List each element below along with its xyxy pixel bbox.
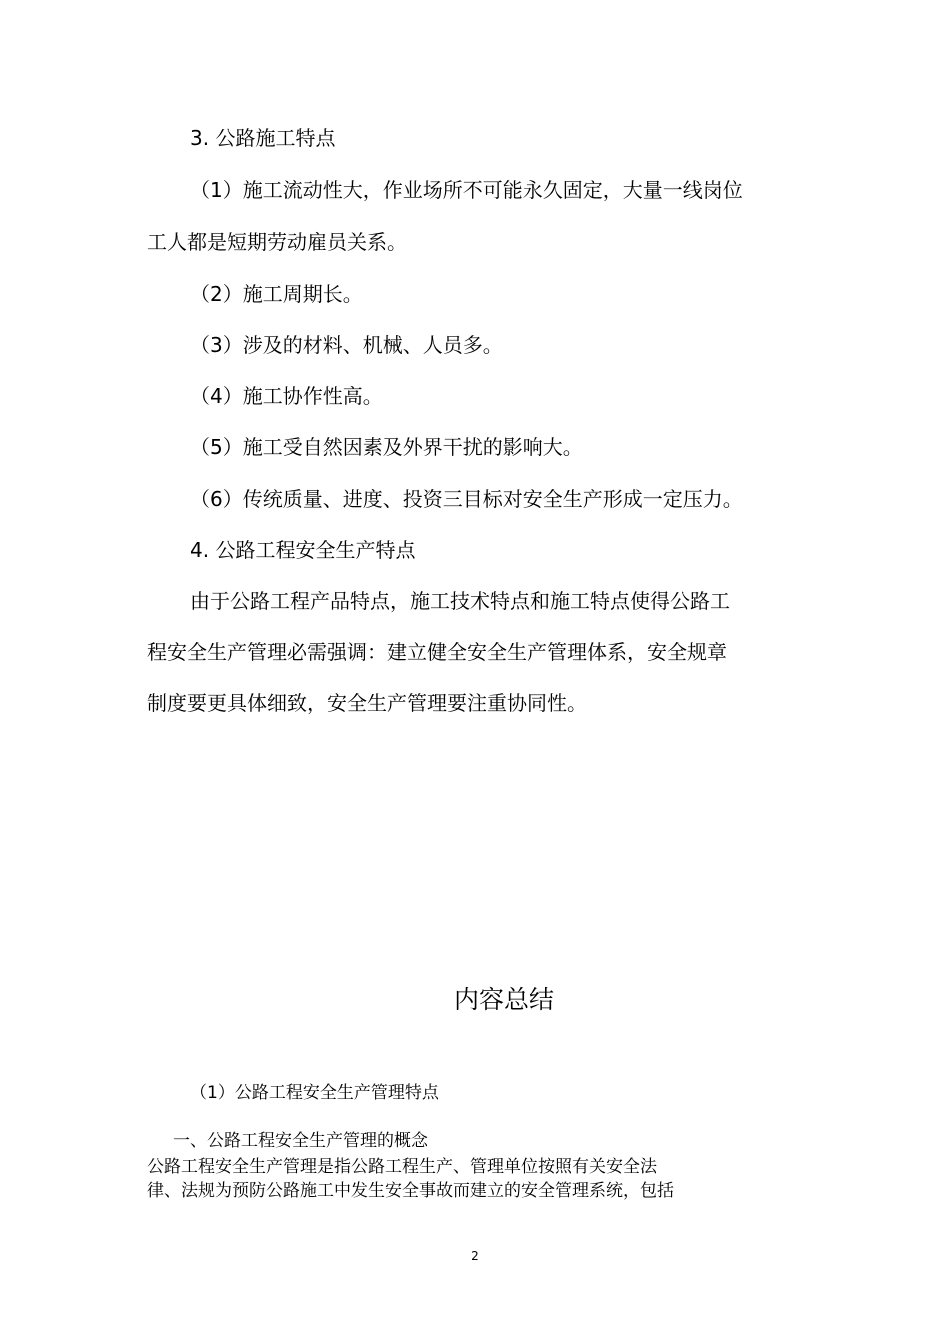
list-item-1-line-1: （1）施工流动性大，作业场所不可能永久固定，大量一线岗位 [190,178,743,202]
list-item-3: （3）涉及的材料、机械、人员多。 [190,333,503,357]
concept-line-1: 公路工程安全生产管理是指公路工程生产、管理单位按照有关安全法 [147,1157,657,1177]
summary-item-1: （1）公路工程安全生产管理特点 [190,1083,439,1103]
section-3-heading: 3. 公路施工特点 [190,126,336,150]
concept-heading: 一、公路工程安全生产管理的概念 [173,1131,428,1151]
list-item-2: （2）施工周期长。 [190,282,363,306]
page-number: 2 [471,1249,479,1263]
section-4-heading: 4. 公路工程安全生产特点 [190,538,416,562]
list-item-4: （4）施工协作性高。 [190,384,383,408]
paragraph-line-3: 制度要更具体细致，安全生产管理要注重协同性。 [147,691,587,715]
list-item-6: （6）传统质量、进度、投资三目标对安全生产形成一定压力。 [190,487,743,511]
list-item-5: （5）施工受自然因素及外界干扰的影响大。 [190,435,583,459]
concept-line-2: 律、法规为预防公路施工中发生安全事故而建立的安全管理系统，包括 [147,1181,674,1201]
list-item-1-line-2: 工人都是短期劳动雇员关系。 [147,230,407,254]
summary-title: 内容总结 [453,985,554,1014]
paragraph-line-1: 由于公路工程产品特点，施工技术特点和施工特点使得公路工 [190,589,730,613]
paragraph-line-2: 程安全生产管理必需强调：建立健全安全生产管理体系，安全规章 [147,640,727,664]
